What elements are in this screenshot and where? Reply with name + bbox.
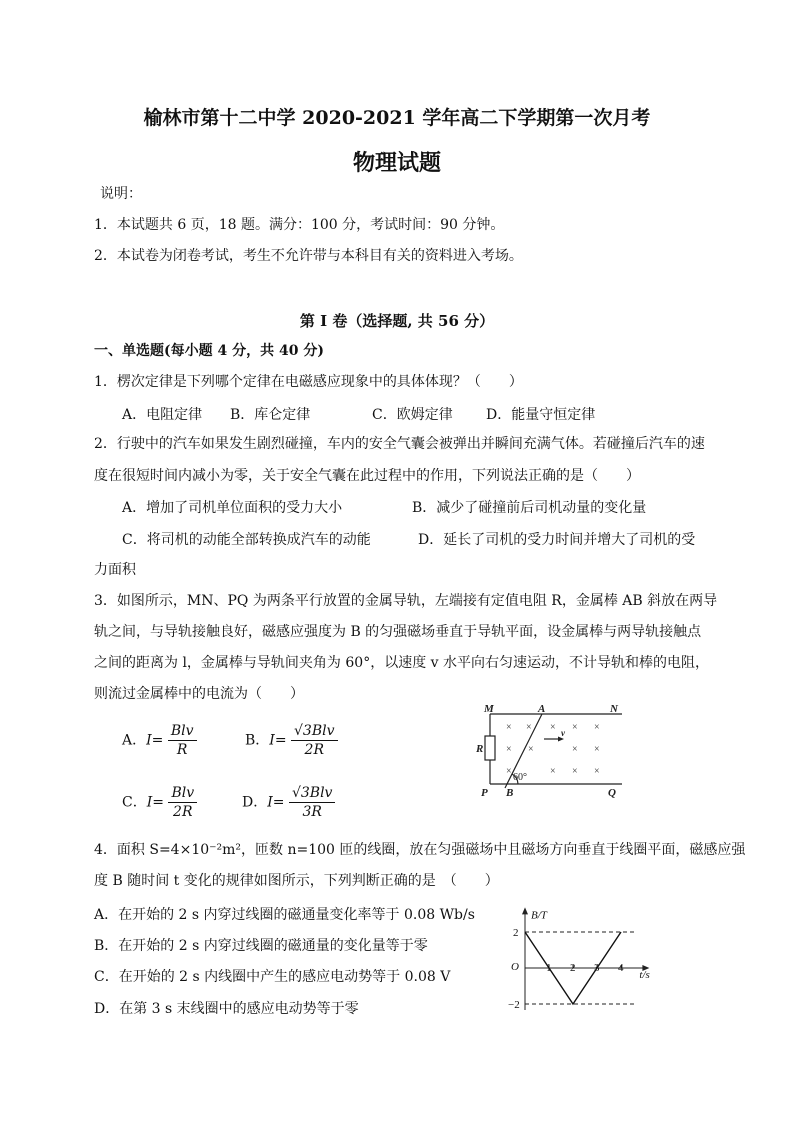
q4-option-d: D．在第 3 s 末线圈中的感应电动势等于零 bbox=[94, 1001, 359, 1017]
label-q: Q bbox=[608, 787, 616, 799]
field-x: × bbox=[550, 766, 556, 777]
field-x: × bbox=[506, 744, 512, 755]
field-x: × bbox=[572, 766, 578, 777]
field-x: × bbox=[528, 744, 534, 755]
exam-title: 榆林市第十二中学 2020-2021 学年高二下学期第一次月考 bbox=[143, 107, 651, 129]
q2-option-d-continuation: 力面积 bbox=[94, 562, 136, 578]
q2-stem-line1: 2．行驶中的汽车如果发生剧烈碰撞，车内的安全气囊会被弹出并瞬间充满气体。若碰撞后汽车的速 bbox=[94, 436, 705, 452]
q3-option-d: D．I= $\frac{\text{√3Blv}}{3R}$ bbox=[242, 784, 335, 821]
q1-option-b: B．库仑定律 bbox=[230, 407, 311, 423]
instruction-item-2: 2．本试卷为闭卷考试，考生不允许带与本科目有关的资料进入考场。 bbox=[94, 248, 523, 264]
label-b: B bbox=[506, 787, 514, 799]
q1-option-d: D．能量守恒定律 bbox=[486, 407, 596, 423]
field-x: × bbox=[506, 766, 512, 777]
x-tick-label: 1 bbox=[546, 962, 552, 974]
q4-option-a: A．在开始的 2 s 内穿过线圈的磁通量变化率等于 0.08 Wb/s bbox=[94, 907, 475, 923]
q1-option-a: A．电阻定律 bbox=[122, 407, 203, 423]
q4-option-c: C．在开始的 2 s 内线圈中产生的感应电动势等于 0.08 V bbox=[94, 969, 451, 985]
y-tick-label: −2 bbox=[508, 999, 520, 1010]
q3-option-c: C．I= $\frac{\text{Blv}}{2R}$ bbox=[122, 784, 197, 821]
q3-stem-line2: 轨之间，与导轨接触良好，磁感应强度为 B 的匀强磁场垂直于导轨平面，设金属棒与两导轨接触点 bbox=[94, 624, 702, 640]
origin-label: O bbox=[511, 961, 519, 973]
instruction-item-1: 1．本试题共 6 页，18 题。满分：100 分，考试时间：90 分钟。 bbox=[94, 217, 505, 233]
x-tick-label: 3 bbox=[594, 962, 600, 974]
label-p: P bbox=[481, 787, 488, 799]
q2-option-c: C．将司机的动能全部转换成汽车的动能 bbox=[122, 532, 371, 548]
label-r: R bbox=[476, 743, 484, 755]
field-x: × bbox=[594, 766, 600, 777]
label-v: v bbox=[561, 728, 565, 738]
q2-stem-line2: 度在很短时间内减小为零，关于安全气囊在此过程中的作用，下列说法正确的是（ ） bbox=[94, 468, 640, 484]
q4-stem-line1: 4．面积 S=4×10⁻²m²，匝数 n=100 匝的线圈，放在匀强磁场中且磁场方向垂直于线圈平面，磁感应强 bbox=[94, 842, 746, 858]
label-a: A bbox=[538, 703, 546, 715]
q2-option-d: D．延长了司机的受力时间并增大了司机的受 bbox=[418, 532, 696, 548]
field-x: × bbox=[572, 744, 578, 755]
q2-option-b: B．减少了碰撞前后司机动量的变化量 bbox=[412, 500, 647, 516]
q4-option-b: B．在开始的 2 s 内穿过线圈的磁通量的变化量等于零 bbox=[94, 938, 428, 954]
field-x: × bbox=[594, 722, 600, 733]
q4-stem-line2: 度 B 随时间 t 变化的规律如图所示，下列判断正确的是 （ ） bbox=[94, 873, 499, 889]
y-axis-label: B/T bbox=[531, 909, 547, 922]
label-n: N bbox=[610, 703, 618, 715]
q3-option-a: A．I= $\frac{\text{Blv}}{R}$ bbox=[122, 722, 197, 759]
angle-label: 60° bbox=[513, 772, 527, 783]
field-x: × bbox=[526, 722, 532, 733]
q2-option-a: A．增加了司机单位面积的受力大小 bbox=[122, 500, 343, 516]
part1-title: 第 I 卷（选择题, 共 56 分） bbox=[299, 312, 495, 330]
field-x: × bbox=[550, 722, 556, 733]
y-tick-label: 2 bbox=[513, 927, 519, 939]
resistor bbox=[485, 736, 495, 760]
label-m: M bbox=[484, 703, 494, 715]
field-x: × bbox=[506, 722, 512, 733]
section1-heading: 一、单选题(每小题 4 分，共 40 分) bbox=[94, 343, 324, 359]
y-axis-arrow bbox=[522, 907, 528, 914]
field-x: × bbox=[594, 744, 600, 755]
q4-b-t-graph bbox=[505, 898, 665, 1010]
instructions-heading: 说明： bbox=[100, 186, 142, 202]
q3-stem-line1: 3．如图所示，MN、PQ 为两条平行放置的金属导轨，左端接有定值电阻 R，金属棒 AB 斜放在两导 bbox=[94, 593, 718, 609]
q3-option-b: B．I= $\frac{\text{√3Blv}}{2R}$ bbox=[245, 722, 338, 759]
x-tick-label: 4 bbox=[618, 962, 624, 974]
subject-title: 物理试题 bbox=[352, 150, 441, 176]
q1-option-c: C．欧姆定律 bbox=[372, 407, 453, 423]
x-tick-label: 2 bbox=[570, 962, 576, 974]
q3-stem-line3: 之间的距离为 l，金属棒与导轨间夹角为 60°，以速度 v 水平向右匀速运动，不计导轨和棒的电阻， bbox=[94, 655, 709, 671]
q1-stem: 1．楞次定律是下列哪个定律在电磁感应现象中的具体体现？（ ） bbox=[94, 374, 523, 390]
q3-stem-line4: 则流过金属棒中的电流为（ ） bbox=[94, 686, 304, 702]
q3-circuit-figure bbox=[472, 702, 632, 800]
x-axis-label: t/s bbox=[639, 969, 650, 981]
field-x: × bbox=[572, 722, 578, 733]
